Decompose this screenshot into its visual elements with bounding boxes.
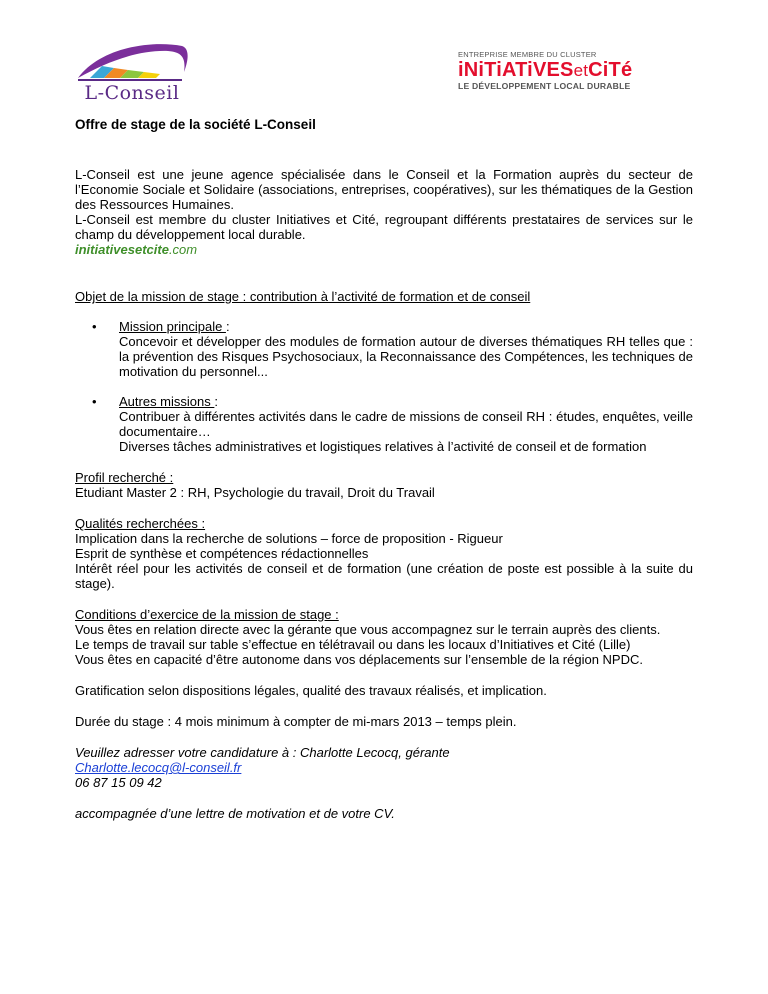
l-conseil-logo-text: L-Conseil — [84, 82, 180, 104]
intro-paragraph-2: L-Conseil est membre du cluster Initiatives et Cité, regroupant différents prestataires de services sur le champ du développement local durable. — [75, 212, 693, 242]
gratification-text: Gratification selon dispositions légales, qualité des travaux réalisés, et implication. — [75, 683, 547, 698]
l-conseil-logo — [70, 38, 194, 104]
qualites-heading: Qualités recherchées : — [75, 516, 206, 531]
qualite-line: Esprit de synthèse et compétences rédactionnelles — [75, 546, 369, 561]
mission-list — [75, 319, 693, 454]
condition-line: Vous êtes en relation directe avec la gérante que vous accompagnez sur le terrain auprès des clients. — [75, 622, 661, 637]
cluster-tagline: LE DÉVELOPPEMENT LOCAL DURABLE — [458, 81, 631, 91]
profil-text: Etudiant Master 2 : RH, Psychologie du travail, Droit du Travail — [75, 485, 435, 500]
autres-missions-label: Autres missions — [119, 394, 215, 409]
mission-principale-text: Concevoir et développer des modules de formation autour de diverses thématiques RH telles que : la prévention des Risques Psychosociaux, la Reconnaissance des Compétences, les techniques de motivation du personnel... — [119, 334, 693, 379]
intro-paragraph-1: L-Conseil est une jeune agence spécialisée dans le Conseil et la Formation auprès du secteur de l’Economie Sociale et Solidaire (associations, entreprises, coopératives), sur les thématiques de la Gestion des Ressources Humaines. — [75, 167, 693, 212]
cluster-name: iNiTiATiVESetCiTé — [458, 59, 633, 81]
phone-number: 06 87 15 09 42 — [75, 775, 162, 790]
initiatives-et-cite-logo — [458, 50, 658, 94]
page-title: Offre de stage de la société L-Conseil — [75, 117, 316, 132]
mission-heading: Objet de la mission de stage : contribution à l’activité de formation et de conseil — [75, 289, 531, 304]
list-item-mission-principale: • Mission principale : Concevoir et développer des modules de formation autour de diverses thématiques RH telles que : la prévention des Risques Psychosociaux, la Reconnaissance des Compétences, les techniques de motivation du personnel... — [92, 319, 693, 379]
duree-text: Durée du stage : 4 mois minimum à compter de mi-mars 2013 – temps plein. — [75, 714, 517, 729]
autres-missions-text: Contribuer à différentes activités dans le cadre de missions de conseil RH : études, enquêtes, veille documentaire… — [119, 409, 693, 439]
l-conseil-swoosh-icon — [70, 38, 194, 86]
website-link[interactable]: initiativesetcite.com — [75, 242, 198, 257]
bullet-icon: • — [92, 319, 97, 334]
list-item-autres-missions: • Autres missions : Contribuer à différentes activités dans le cadre de missions de conseil RH : études, enquêtes, veille documentaire… Diverses tâches administratives et logistiques relatives à l’activité de conseil et de formation — [92, 394, 693, 454]
condition-line: Vous êtes en capacité d’être autonome dans vos déplacements sur l’ensemble de la région NPDC. — [75, 652, 643, 667]
bullet-icon: • — [92, 394, 97, 409]
closing-text: accompagnée d’une lettre de motivation et de votre CV. — [75, 806, 395, 821]
qualite-line: Implication dans la recherche de solutions – force de proposition - Rigueur — [75, 531, 503, 546]
condition-line: Le temps de travail sur table s’effectue en télétravail ou dans les locaux d’Initiatives et Cité (Lille) — [75, 637, 631, 652]
qualite-line: Intérêt réel pour les activités de conseil et de formation (une création de poste est possible à la suite du stage). — [75, 561, 693, 591]
autres-missions-text-2: Diverses tâches administratives et logistiques relatives à l’activité de conseil et de formation — [119, 439, 647, 454]
profil-heading: Profil recherché : — [75, 470, 174, 485]
mission-principale-label: Mission principale — [119, 319, 226, 334]
conditions-heading: Conditions d’exercice de la mission de stage : — [75, 607, 339, 622]
offer-content — [75, 117, 693, 821]
contact-line: Veuillez adresser votre candidature à : Charlotte Lecocq, gérante — [75, 745, 450, 760]
cluster-label: ENTREPRISE MEMBRE DU CLUSTER — [458, 50, 597, 59]
email-link[interactable]: Charlotte.lecocq@l-conseil.fr — [75, 760, 242, 775]
